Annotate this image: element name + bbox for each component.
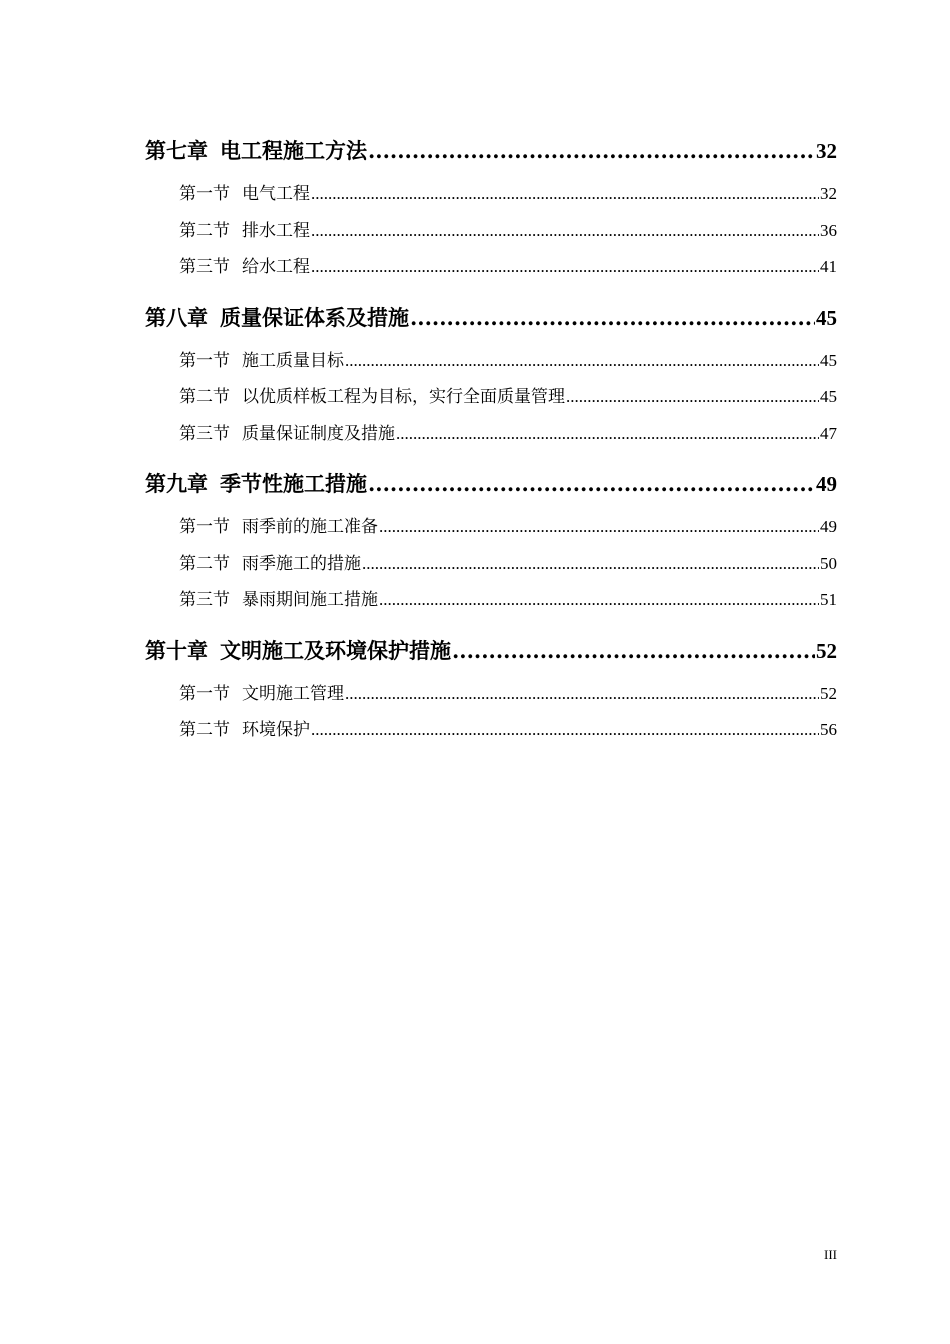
section-number: 第三节 [179, 423, 230, 444]
toc-chapter-9[interactable] [145, 469, 837, 499]
chapter-title [145, 136, 367, 166]
section-number: 第二节 [179, 553, 230, 574]
dot-leader [368, 469, 815, 499]
section-name: 给水工程 [242, 257, 310, 277]
section-number: 第二节 [179, 387, 230, 407]
chapter-number: 第十章 [145, 637, 208, 663]
section-page-number: 56 [820, 720, 837, 739]
dot-leader [345, 343, 819, 380]
toc-section[interactable] [145, 546, 837, 583]
section-title [179, 416, 395, 453]
section-number: 第一节 [179, 517, 230, 537]
dot-leader [379, 509, 819, 546]
section-name: 雨季前的施工准备 [242, 517, 378, 537]
section-title [179, 343, 344, 380]
dot-leader [311, 249, 819, 286]
section-title [179, 379, 565, 416]
toc-section[interactable] [145, 676, 837, 713]
toc-section[interactable] [145, 213, 837, 250]
chapter-title [145, 469, 367, 499]
section-title [179, 712, 310, 749]
section-title [179, 509, 378, 546]
toc-chapter-8[interactable] [145, 303, 837, 333]
chapter-title [145, 303, 409, 333]
section-name: 雨季施工的措施 [242, 553, 361, 574]
toc-section[interactable] [145, 249, 837, 286]
toc-section[interactable] [145, 509, 837, 546]
dot-leader [311, 176, 819, 213]
section-number: 第三节 [179, 590, 230, 610]
page-number-footer: III [824, 1247, 837, 1262]
dot-leader [566, 379, 819, 416]
chapter-number: 第八章 [145, 304, 208, 330]
chapter-number: 第七章 [145, 138, 208, 163]
section-number: 第一节 [179, 683, 230, 704]
section-title [179, 249, 310, 286]
dot-leader [311, 712, 819, 749]
section-name: 排水工程 [242, 220, 310, 241]
section-page-number: 45 [820, 350, 837, 370]
chapter-name: 电工程施工方法 [220, 138, 367, 163]
chapter-name: 文明施工及环境保护措施 [220, 637, 451, 663]
section-number: 第二节 [179, 220, 230, 241]
toc-section[interactable] [145, 582, 837, 619]
section-title [179, 676, 344, 713]
section-name: 施工质量目标 [242, 350, 344, 371]
table-of-contents [145, 136, 837, 749]
dot-leader [379, 582, 819, 619]
section-name: 环境保护 [242, 720, 310, 740]
toc-chapter-10[interactable] [145, 636, 837, 666]
chapter-page-number: 52 [816, 638, 837, 663]
section-name: 暴雨期间施工措施 [242, 590, 378, 610]
chapter-name: 季节性施工措施 [220, 471, 367, 496]
section-page-number: 50 [820, 553, 837, 573]
section-page-number: 32 [820, 184, 837, 203]
dot-leader [311, 213, 819, 250]
toc-section[interactable] [145, 176, 837, 213]
section-name: 电气工程 [242, 184, 310, 204]
dot-leader [368, 136, 815, 166]
section-page-number: 52 [820, 683, 837, 703]
section-title [179, 546, 361, 583]
chapter-name: 质量保证体系及措施 [220, 304, 409, 330]
toc-section[interactable] [145, 379, 837, 416]
dot-leader [410, 303, 815, 333]
toc-section[interactable] [145, 343, 837, 380]
section-page-number: 47 [820, 423, 837, 443]
section-name: 以优质样板工程为目标，实行全面质量管理 [242, 387, 565, 407]
chapter-number: 第九章 [145, 471, 208, 496]
chapter-page-number: 49 [816, 472, 837, 496]
chapter-page-number: 32 [816, 139, 837, 163]
chapter-title [145, 636, 451, 666]
section-number: 第一节 [179, 184, 230, 204]
toc-chapter-7[interactable] [145, 136, 837, 166]
section-page-number: 41 [820, 257, 837, 276]
section-page-number: 49 [820, 517, 837, 536]
section-page-number: 36 [820, 220, 837, 240]
section-page-number: 45 [820, 387, 837, 406]
toc-section[interactable] [145, 712, 837, 749]
section-number: 第一节 [179, 350, 230, 371]
dot-leader [396, 416, 819, 453]
dot-leader [345, 676, 819, 713]
section-number: 第三节 [179, 257, 230, 277]
section-title [179, 176, 310, 213]
chapter-page-number: 45 [816, 305, 837, 330]
toc-section[interactable] [145, 416, 837, 453]
section-number: 第二节 [179, 720, 230, 740]
section-title [179, 213, 310, 250]
section-page-number: 51 [820, 590, 837, 609]
dot-leader [452, 636, 815, 666]
section-title [179, 582, 378, 619]
section-name: 质量保证制度及措施 [242, 423, 395, 444]
dot-leader [362, 546, 819, 583]
section-name: 文明施工管理 [242, 683, 344, 704]
